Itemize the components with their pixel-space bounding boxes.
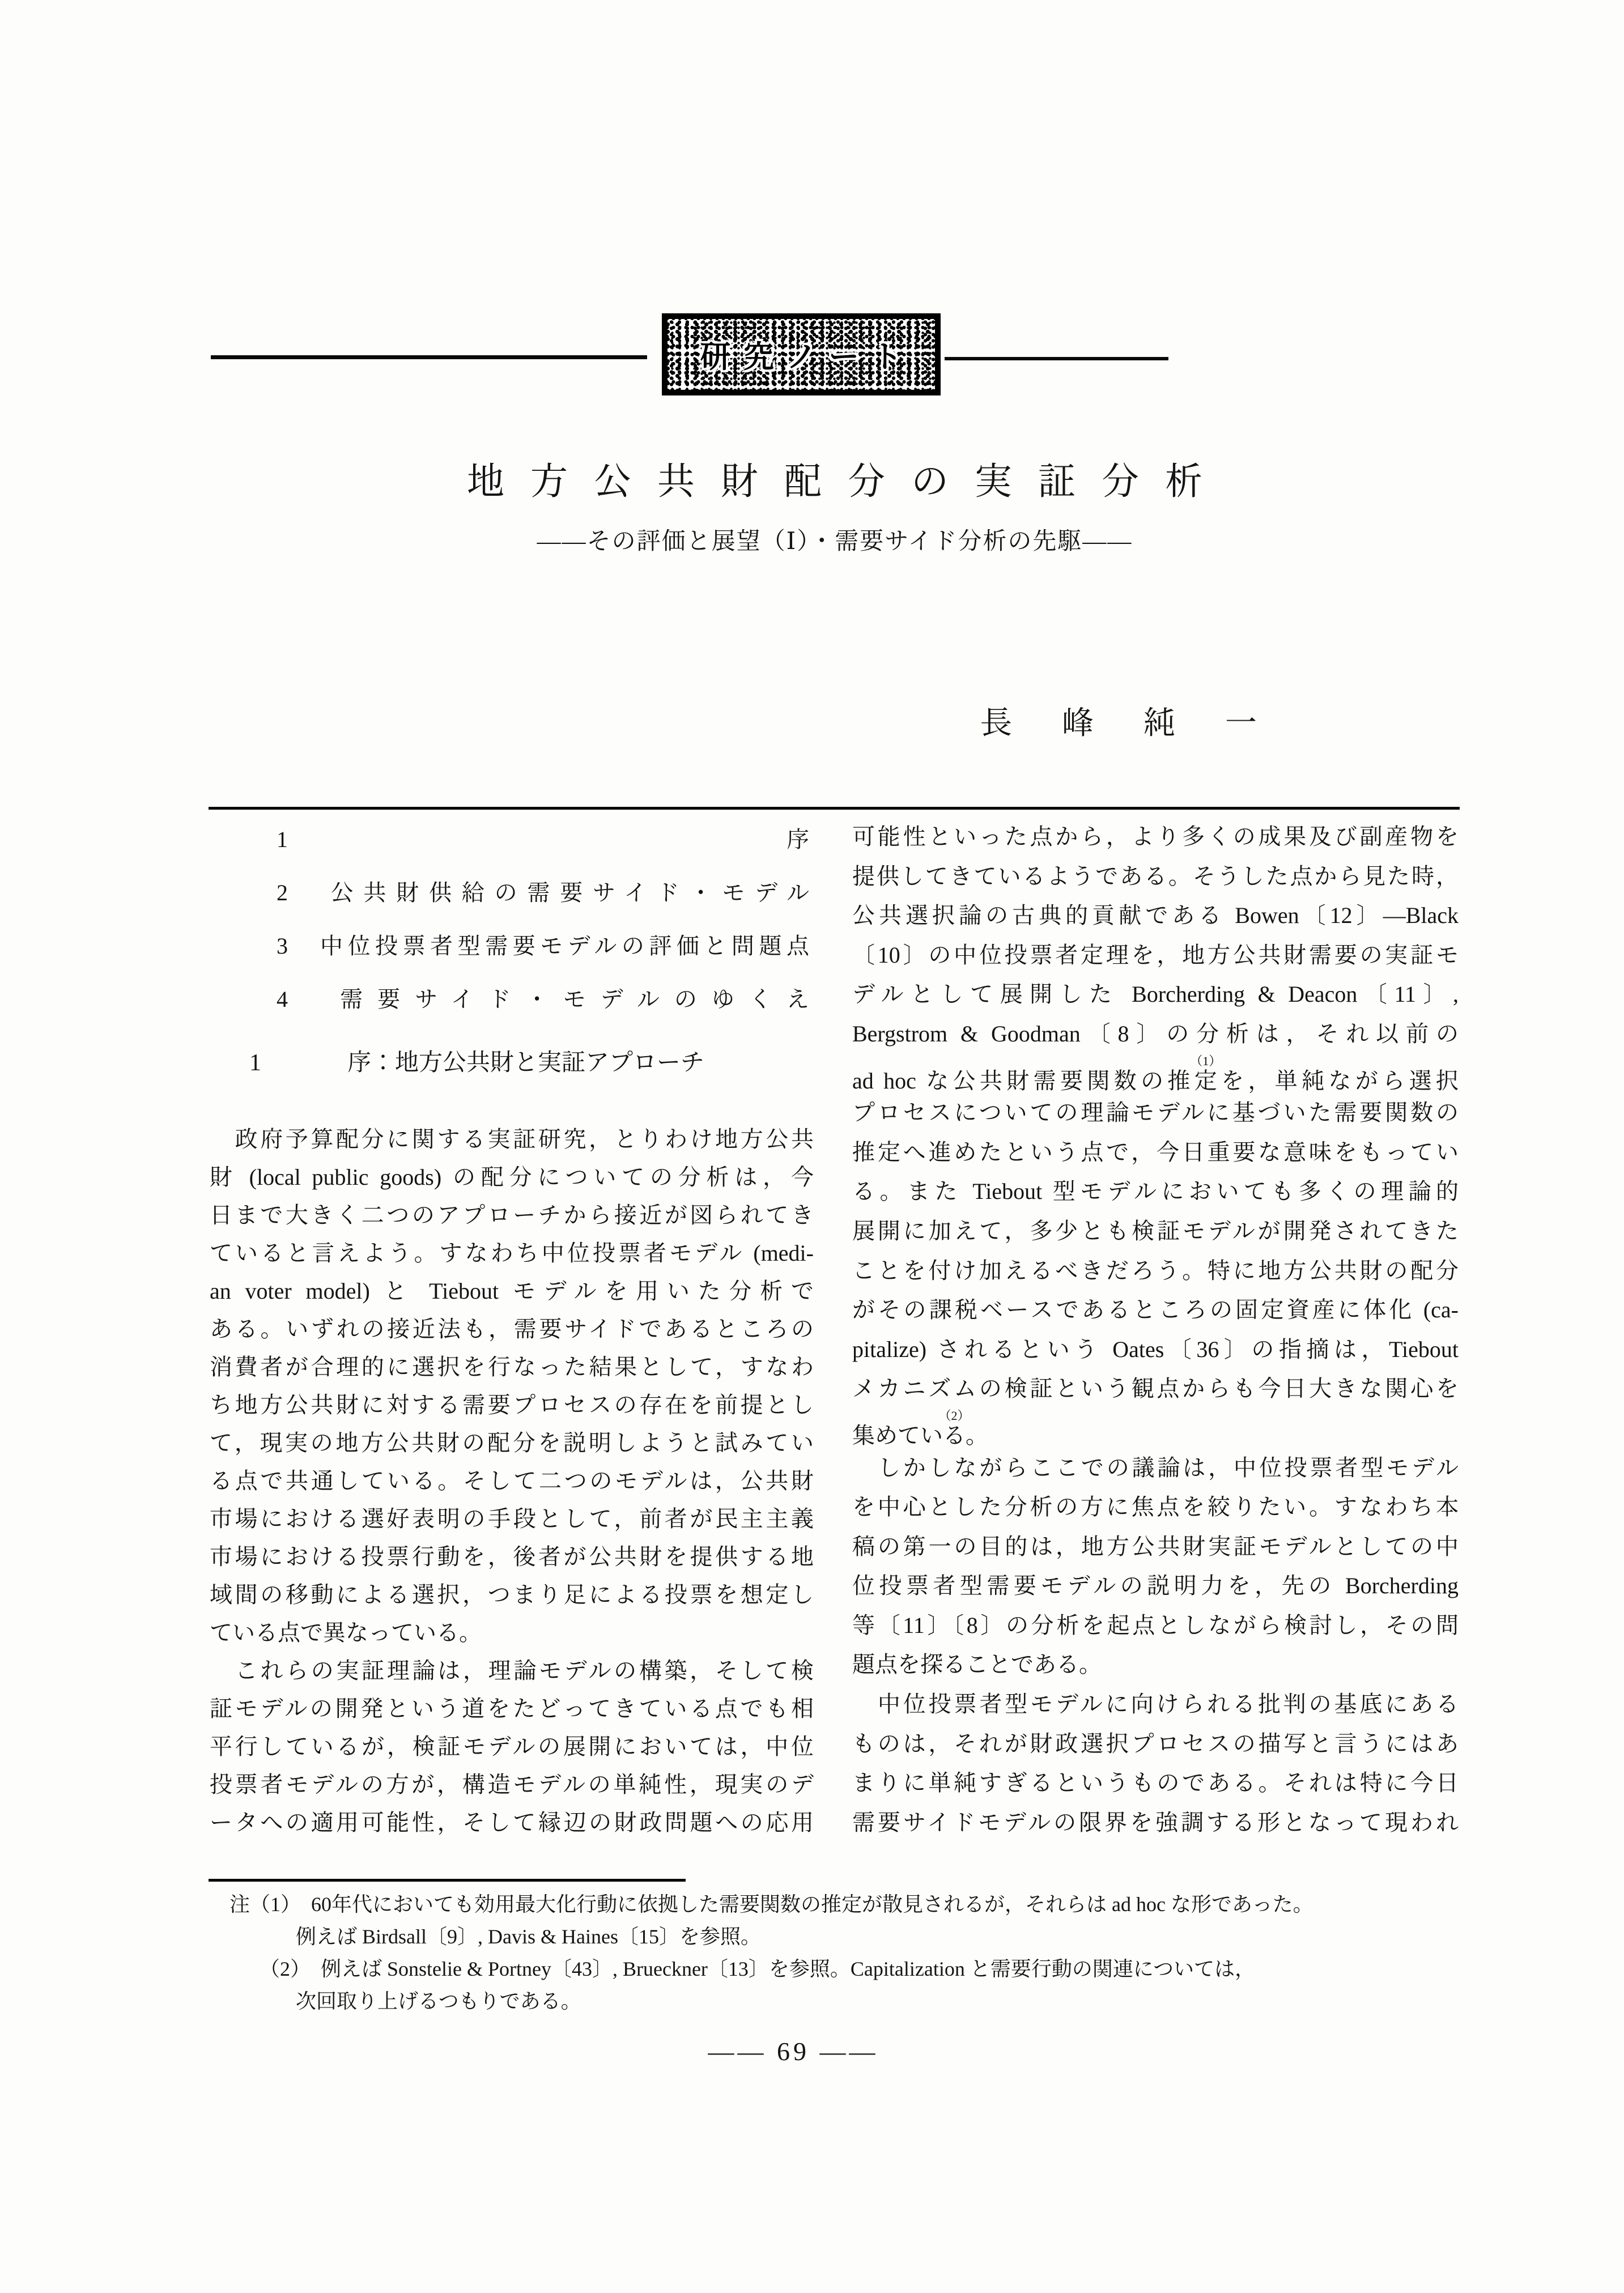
text-line: 推定へ進めたという点で，今日重要な意味をもってい bbox=[852, 1139, 1459, 1165]
text-line: ている点で異なっている。 bbox=[210, 1620, 482, 1645]
header-rule-right bbox=[945, 357, 1168, 360]
section-number: 1 bbox=[249, 1050, 261, 1076]
text-line: 集めている（2）。 bbox=[852, 1408, 988, 1448]
text-line: 題点を探ることである。 bbox=[852, 1652, 1102, 1678]
text-line: デルとして展開した Borcherding & Deacon〔11〕, bbox=[852, 981, 1459, 1007]
text-line: ものは，それが財政選択プロセスの描写と言うにはあ bbox=[852, 1730, 1459, 1756]
text-line: 市場における投票行動を，後者が公共財を提供する地 bbox=[210, 1544, 814, 1569]
text-line: がその課税ベースであるところの固定資産に体化 (ca- bbox=[852, 1297, 1459, 1323]
text-line: 1 序 bbox=[277, 827, 809, 852]
text-line: 〔10〕の中位投票者定理を，地方公共財需要の実証モ bbox=[852, 942, 1459, 968]
text-line: しかしながらここでの議論は，中位投票者型モデル bbox=[852, 1454, 1459, 1481]
text-line: 消費者が合理的に選択を行なった結果として，すなわ bbox=[210, 1354, 814, 1380]
text-line: （2） 例えば Sonstelie & Portney〔43〕, Brueckner〔13〕を参照。Capitalization と需要行動の関連については， bbox=[260, 1958, 1256, 1980]
text-line: 公共選択論の古典的貢献である Bowen〔12〕—Black bbox=[852, 903, 1459, 929]
text-line: 中位投票者型モデルに向けられる批判の基底にある bbox=[852, 1691, 1459, 1717]
header-rule-left bbox=[211, 355, 647, 359]
text-line: ad hoc な公共財需要関数の推定（1）を，単純ながら選択 bbox=[852, 1053, 1459, 1094]
text-line: ことを付け加えるべきだろう。特に地方公共財の配分 bbox=[852, 1257, 1459, 1283]
table-of-contents bbox=[277, 813, 809, 1026]
header-divider-rule bbox=[209, 807, 1460, 810]
text-line: これらの実証理論は，理論モデルの構築，そして検 bbox=[210, 1658, 814, 1683]
text-line: 証モデルの開発という道をたどってきている点でも相 bbox=[210, 1696, 814, 1721]
text-line: 稿の第一の目的は，地方公共財実証モデルとしての中 bbox=[852, 1533, 1459, 1559]
text-line: 例えば Birdsall〔9〕, Davis & Haines〔15〕を参照。 bbox=[296, 1925, 761, 1948]
text-line: て，現実の地方公共財の配分を説明しようと試みてい bbox=[210, 1430, 814, 1456]
text-line: を中心とした分析の方に焦点を絞りたい。すなわち本 bbox=[852, 1494, 1459, 1520]
section-heading bbox=[210, 1044, 816, 1078]
page-number: —— 69 —— bbox=[708, 2037, 879, 2066]
page-title: 地方公共財配分の実証分析 bbox=[467, 461, 1228, 503]
text-line: 日まで大きく二つのアプローチから接近が図られてき bbox=[210, 1202, 814, 1228]
text-line: ていると言えよう。すなわち中位投票者モデル (medi- bbox=[210, 1240, 814, 1266]
text-line: 需要サイドモデルの限界を強調する形となって現われ bbox=[852, 1809, 1459, 1835]
text-line: 4 需要サイド・モデルのゆくえ bbox=[277, 986, 809, 1012]
text-line: pitalize) されるという Oates〔36〕の指摘は，Tiebout bbox=[852, 1336, 1459, 1362]
text-line: ち地方公共財に対する需要プロセスの存在を前提とし bbox=[210, 1392, 814, 1418]
text-line: 財 (local public goods) の配分についての分析は，今 bbox=[210, 1164, 814, 1190]
text-line: 位投票者型需要モデルの説明力を，先の Borcherding bbox=[852, 1573, 1459, 1599]
research-note-badge-label: 研究ノート bbox=[700, 340, 915, 374]
text-line: まりに単純すぎるというものである。それは特に今日 bbox=[852, 1770, 1459, 1796]
text-line: 投票者モデルの方が，構造モデルの単純性，現実のデ bbox=[210, 1772, 814, 1797]
page-subtitle: ——その評価と展望（Ⅰ）・需要サイド分析の先駆—— bbox=[537, 529, 1133, 555]
text-line: 可能性といった点から，より多くの成果及び副産物を bbox=[852, 824, 1459, 849]
text-line: 2 公共財供給の需要サイド・モデル bbox=[277, 880, 809, 905]
text-line: 次回取り上げるつもりである。 bbox=[296, 1990, 581, 2013]
text-line: る。また Tiebout 型モデルにおいても多くの理論的 bbox=[852, 1179, 1459, 1205]
text-line: 等〔11〕〔8〕の分析を起点としながら検討し，その問 bbox=[852, 1612, 1459, 1638]
text-line: 展開に加えて，多少とも検証モデルが開発されてきた bbox=[852, 1218, 1459, 1244]
text-line: 平行しているが，検証モデルの展開においては，中位 bbox=[210, 1734, 814, 1759]
left-column-text bbox=[210, 1120, 814, 1841]
right-column-text bbox=[852, 817, 1459, 1842]
text-line: 3 中位投票者型需要モデルの評価と問題点 bbox=[277, 933, 809, 959]
footnote-ref-ruby: る（2） bbox=[938, 1408, 970, 1448]
text-line: 政府予算配分に関する実証研究，とりわけ地方公共 bbox=[210, 1126, 814, 1152]
text-line: ータへの適用可能性，そして縁辺の財政問題への応用 bbox=[210, 1810, 814, 1835]
research-note-badge bbox=[662, 313, 941, 395]
text-line: る点で共通している。そして二つのモデルは，公共財 bbox=[210, 1468, 814, 1494]
footnotes bbox=[210, 1888, 1462, 2018]
text-line: an voter model) と Tiebout モデルを用いた分析で bbox=[210, 1278, 814, 1304]
text-line: 市場における選好表明の手段として，前者が民主主義 bbox=[210, 1506, 814, 1531]
text-line: Bergstrom & Goodman〔8〕の分析は，それ以前の bbox=[852, 1020, 1459, 1046]
section-title: 序：地方公共財と実証アプローチ bbox=[347, 1050, 705, 1076]
text-line: ある。いずれの接近法も，需要サイドであるところの bbox=[210, 1316, 814, 1342]
text-line: 提供してきているようである。そうした点から見た時， bbox=[852, 863, 1459, 889]
footnote-rule bbox=[209, 1879, 686, 1882]
text-line: 注（1） 60年代においても効用最大化行動に依拠した需要関数の推定が散見されるが，それらは ad hoc な形であった。 bbox=[229, 1893, 1313, 1916]
text-line: 域間の移動による選択，つまり足による投票を想定し bbox=[210, 1582, 814, 1607]
author-name: 長 峰 純 一 bbox=[980, 706, 1266, 741]
text-line: プロセスについての理論モデルに基づいた需要関数の bbox=[852, 1100, 1459, 1126]
footnote-ref-ruby: 定（1） bbox=[1190, 1053, 1222, 1094]
text-line: メカニズムの検証という観点からも今日大きな関心を bbox=[852, 1376, 1459, 1402]
